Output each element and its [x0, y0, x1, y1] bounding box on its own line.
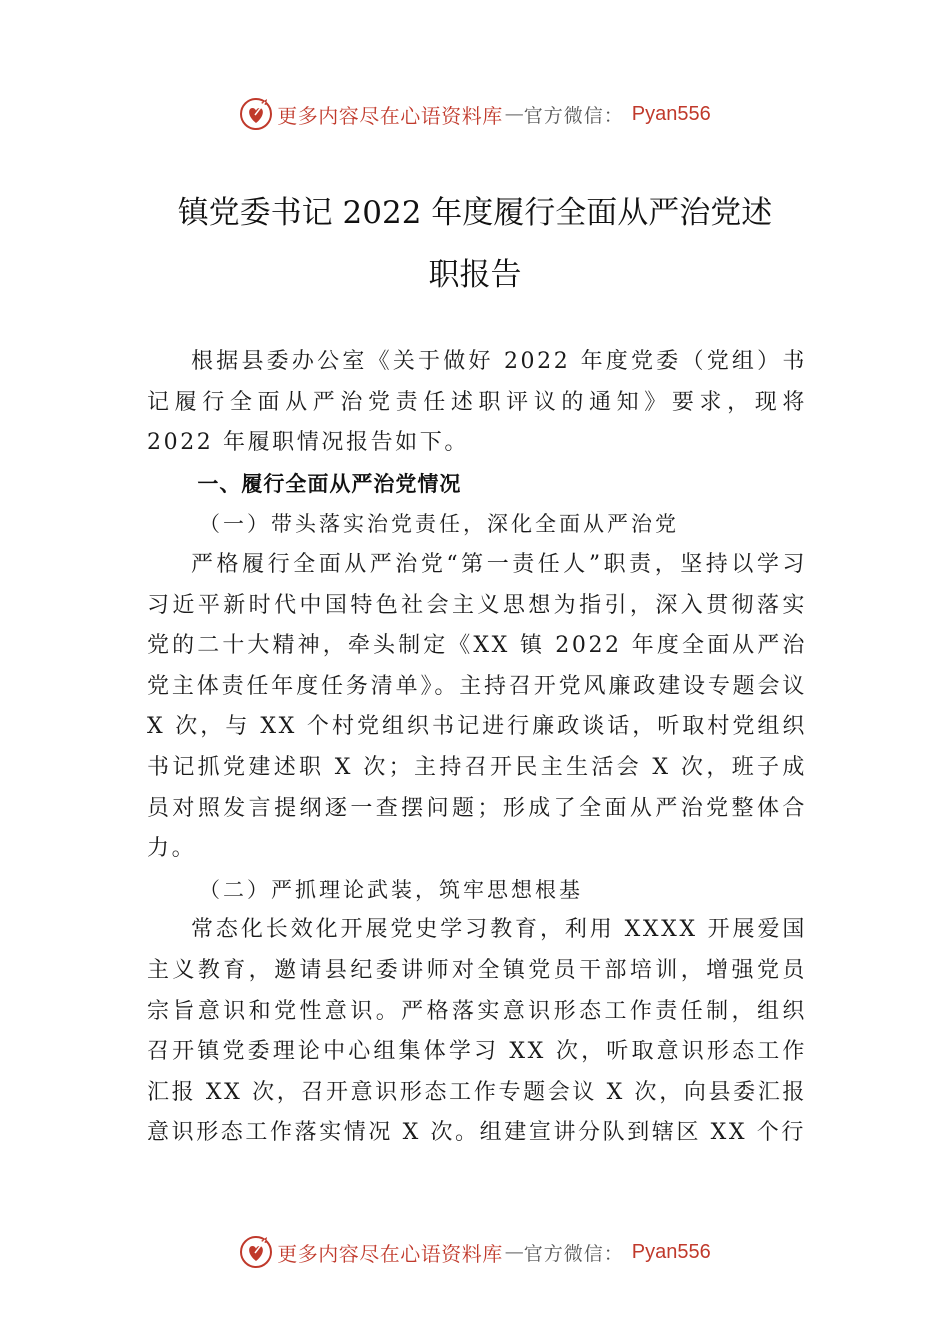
subsection-heading-1: （一）带头落实治党责任，深化全面从严治党: [199, 512, 679, 537]
footer-banner: [0, 1232, 950, 1272]
banner-wechat-label: 官方微信：: [523, 1242, 624, 1265]
banner-wechat-label: 官方微信：: [523, 104, 624, 127]
banner-account: Pyan556: [631, 1240, 711, 1263]
banner-separator: —: [504, 103, 524, 125]
document-title: [110, 182, 840, 306]
header-banner: [0, 94, 950, 134]
subsection-1-paragraph: 严格履行全面从严治党“第一责任人”职责，坚持以学习习近平新时代中国特色社会主义思想为指引，深入贯彻落实党的二十大精神，牵头制定《XX 镇 2022 年度全面从严治党主体责任年度任务清单》。主持召开党风廉政建设专题会议 X 次，与 XX 个村党组织书记进行廉政谈话，听取村党组织书记抓党建述职 X 次；主持召开民主生活会 X 次，班子成员对照发言提纲逐一查摆问题；形成了全面从严治党整体合力。: [147, 551, 807, 862]
intro-paragraph: 根据县委办公室《关于做好 2022 年度党委（党组）书记履行全面从严治党责任述职评议的通知》要求，现将 2022 年履职情况报告如下。: [147, 349, 807, 456]
title-line-1: 镇党委书记 2022 年度履行全面从严治党述: [177, 195, 773, 231]
banner-account: Pyan556: [631, 102, 711, 125]
title-line-2: 职报告: [428, 257, 522, 293]
subsection-heading-2: （二）严抓理论武装，筑牢思想根基: [199, 877, 583, 902]
banner-brand-text: 更多内容尽在心语资料库: [277, 103, 503, 128]
subsection-2-paragraph: 常态化长效化开展党史学习教育，利用 XXXX 开展爱国主义教育，邀请县纪委讲师对全镇党员干部培训，增强党员宗旨意识和党性意识。严格落实意识形态工作责任制，组织召开镇党委理论中心组集体学习 XX 次，听取意识形态工作汇报 XX 次，召开意识形态工作专题会议 X 次，向县委汇报意识形态工作落实情况 X 次。组建宣讲分队到辖区 XX 个行: [147, 917, 807, 1146]
section-heading-1: 一、履行全面从严治党情况: [197, 471, 462, 496]
heart-pen-logo-icon: [239, 1235, 273, 1269]
banner-separator: —: [504, 1241, 524, 1263]
document-body: [147, 342, 807, 1154]
heart-pen-logo-icon: [239, 97, 273, 131]
banner-brand-text: 更多内容尽在心语资料库: [277, 1241, 503, 1266]
